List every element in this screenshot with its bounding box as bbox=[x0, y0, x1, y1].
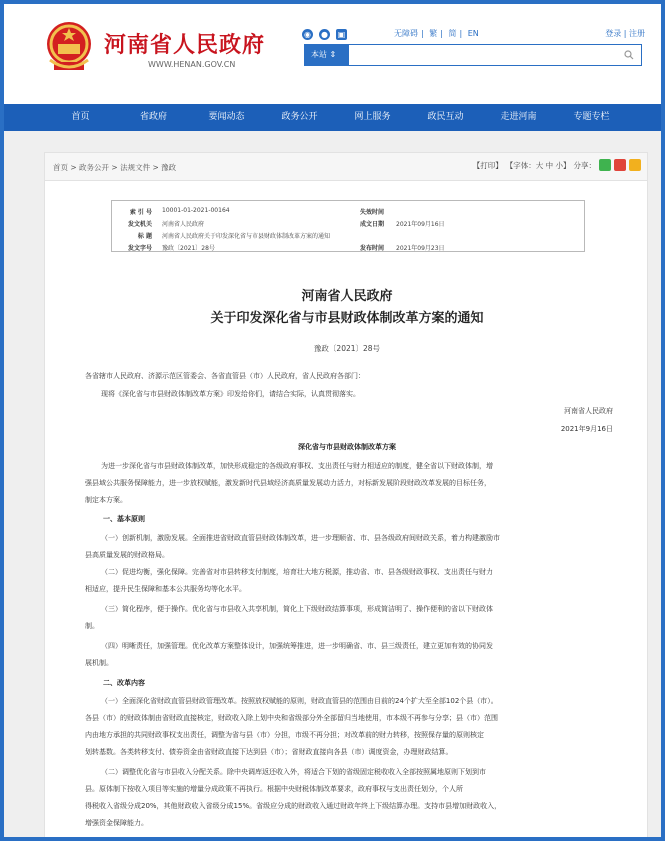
register-link[interactable]: 注册 bbox=[629, 29, 645, 38]
nav-home[interactable]: 首页 bbox=[71, 112, 90, 122]
principle-3: （三）简化程序，便于操作。优化省与市县收入共享机制，简化上下级财政结算事项，形成简洁明了、操作便利的省以下财政体 bbox=[101, 605, 493, 613]
article-tools bbox=[473, 159, 641, 171]
search-button[interactable] bbox=[617, 45, 641, 65]
share-label: 分享： bbox=[573, 160, 596, 170]
wechat-icon[interactable]: ● bbox=[319, 29, 330, 40]
addressee: 各省辖市人民政府、济源示范区管委会、各省直管县（市）人民政府，省人民政府各部门： bbox=[85, 372, 365, 380]
content-1: 各县（市）的财政体制由省财政直接核定，财政收入除上划中央和省级部分外全部留归当地使用，市本级不再参与分享；县（市）范围 bbox=[85, 714, 498, 722]
content-2: 得税收入省级分成20%，其他财政收入省级分成15%。省级应分成的财政收入通过财政年终上下级结算办理。支持市县增加财政收入， bbox=[85, 802, 502, 810]
article-card bbox=[44, 180, 648, 837]
meta-label: 发文字号 bbox=[127, 245, 152, 252]
site-domain: WWW.HENAN.GOV.CN bbox=[148, 60, 236, 69]
section-heading: 一、基本原则 bbox=[103, 515, 145, 523]
content-1: 内由地方承担的共同财政事权支出责任，调整为省与县（市）分担，市级不再分担；对改革前的财力转移，按照保存量的原则核定 bbox=[85, 731, 484, 739]
doc-title-line2: 关于印发深化省与市县财政体制改革方案的通知 bbox=[210, 311, 484, 326]
nav-online-service[interactable]: 网上服务 bbox=[354, 112, 391, 122]
principle-4: （四）明晰责任，加强管理。优化改革方案整体设计，加强统筹推进，进一步明确省、市、县三级责任，建立更加有效的协同发 bbox=[101, 642, 493, 650]
nav-gov-affairs[interactable]: 政务公开 bbox=[281, 112, 318, 122]
wechat-share-icon[interactable] bbox=[599, 159, 611, 171]
nav-news[interactable]: 要闻动态 bbox=[208, 112, 245, 122]
login-link[interactable]: 登录 bbox=[605, 29, 622, 38]
meta-label: 发布时间 bbox=[359, 245, 384, 252]
content-2: 增强资金保障能力。 bbox=[85, 819, 148, 827]
site-title[interactable]: 河南省人民政府 bbox=[104, 32, 266, 58]
meta-index-no: 10001-01-2021-00164 bbox=[162, 207, 230, 214]
para1-line: 制定本方案。 bbox=[85, 496, 127, 504]
meta-docno: 豫政〔2021〕28号 bbox=[162, 245, 215, 252]
main-nav bbox=[4, 104, 661, 131]
nav-government[interactable]: 省政府 bbox=[139, 112, 167, 122]
search-input[interactable] bbox=[349, 45, 617, 65]
meta-issuer: 河南省人民政府 bbox=[162, 221, 205, 228]
nav-interaction[interactable]: 政民互动 bbox=[427, 112, 464, 122]
principle-1: 县高质量发展的财政格局。 bbox=[85, 551, 169, 559]
national-emblem-icon[interactable] bbox=[44, 20, 94, 74]
intro-paragraph: 现将《深化省与市县财政体制改革方案》印发给你们，请结合实际，认真贯彻落实。 bbox=[101, 390, 360, 398]
simplified-link[interactable]: 简 bbox=[448, 29, 457, 38]
document-meta-table bbox=[111, 200, 585, 252]
content-1: 划转基数。各类转移支付、债券资金由省财政直接下达到县（市）；省财政直接向各县（市）调度资金，办理财政结算。 bbox=[85, 748, 453, 756]
weibo-share-icon[interactable] bbox=[614, 159, 626, 171]
print-button[interactable]: 【打印】 bbox=[472, 160, 503, 170]
content-2: （二）调整优化省与市县收入分配关系。除中央调库返还收入外，将适合下划的省级固定税收收入全部按照属地原则下划到市 bbox=[101, 768, 486, 776]
font-size-control[interactable]: 【字体：大 中 小】 bbox=[505, 160, 571, 170]
sign-date: 2021年9月16日 bbox=[560, 425, 613, 433]
breadcrumb-bar bbox=[44, 152, 648, 180]
qzone-share-icon[interactable] bbox=[629, 159, 641, 171]
meta-label: 索 引 号 bbox=[129, 209, 152, 216]
signer: 河南省人民政府 bbox=[564, 407, 613, 415]
search-icon bbox=[624, 50, 634, 60]
meta-created: 2021年09月16日 bbox=[396, 221, 445, 228]
english-link[interactable]: EN bbox=[467, 29, 479, 38]
doc-title-line1: 河南省人民政府 bbox=[301, 289, 393, 304]
auth-links: 登录 | 注册 bbox=[605, 29, 645, 38]
traditional-link[interactable]: 繁 bbox=[429, 29, 438, 38]
principle-3: 制。 bbox=[85, 622, 99, 630]
social-links bbox=[302, 29, 347, 40]
principle-2: 相适应，提升民生保障和基本公共服务均等化水平。 bbox=[85, 585, 246, 593]
meta-published: 2021年09月23日 bbox=[396, 245, 445, 252]
principle-1: （一）创新机制，激励发展。全面推进省财政直管县财政体制改革，进一步理顺省、市、县各级政府间财政关系，着力构建激励市 bbox=[101, 534, 500, 542]
plan-title: 深化省与市县财政体制改革方案 bbox=[298, 443, 396, 451]
principle-4: 展机制。 bbox=[85, 659, 113, 667]
meta-label: 失效时间 bbox=[359, 209, 384, 216]
nav-about-henan[interactable]: 走进河南 bbox=[500, 112, 537, 122]
meta-label: 标 题 bbox=[137, 233, 152, 240]
content-1: （一）全面深化省财政直管县财政管理改革。按照放权赋能的原则，财政直管县的范围由目前的24个扩大至全部102个县（市）。 bbox=[101, 697, 498, 705]
para1-line: 为进一步深化省与市县财政体制改革，加快形成稳定的各级政府事权、支出责任与财力相适应的制度，健全省以下财政体制，增 bbox=[101, 462, 493, 470]
accessibility-link[interactable]: 无障碍 bbox=[394, 29, 418, 38]
para1-line: 强县域公共服务保障能力，进一步放权赋能，激发新时代县域经济高质量发展动力活力，对标新发展阶段财政改革发展的目标任务， bbox=[85, 479, 491, 487]
content-2: 县。原体制下按收入项目等实施的增量分成政策不再执行。根据中央财税体制改革要求，政府事权与支出责任划分，个人所 bbox=[85, 785, 463, 793]
meta-title: 河南省人民政府关于印发深化省与市县财政体制改革方案的通知 bbox=[162, 233, 331, 240]
meta-label: 成文日期 bbox=[359, 221, 384, 228]
meta-label: 发文机关 bbox=[127, 221, 152, 228]
search-box bbox=[304, 44, 642, 66]
site-header bbox=[4, 4, 661, 100]
chevron-down-icon: ⇕ bbox=[329, 50, 337, 59]
weibo-icon[interactable]: ◉ bbox=[302, 29, 313, 40]
page-frame bbox=[4, 4, 661, 837]
app-icon[interactable]: ▣ bbox=[337, 30, 346, 39]
doc-number: 豫政〔2021〕28号 bbox=[313, 344, 381, 353]
principle-2: （二）促进均衡，强化保障。完善省对市县转移支付制度，培育壮大地方税源，推动省、市、县各级财政事权、支出责任与财力 bbox=[101, 568, 493, 576]
section-heading: 二、改革内容 bbox=[103, 679, 145, 687]
nav-special-topics[interactable]: 专题专栏 bbox=[573, 112, 610, 122]
breadcrumb[interactable]: 首页 > 政务公开 > 法规文件 > 豫政 bbox=[53, 163, 177, 172]
top-links: 无障碍 | 繁 | 简 | EN bbox=[394, 29, 479, 38]
search-scope-select[interactable]: 本站 ⇕ bbox=[305, 45, 349, 65]
